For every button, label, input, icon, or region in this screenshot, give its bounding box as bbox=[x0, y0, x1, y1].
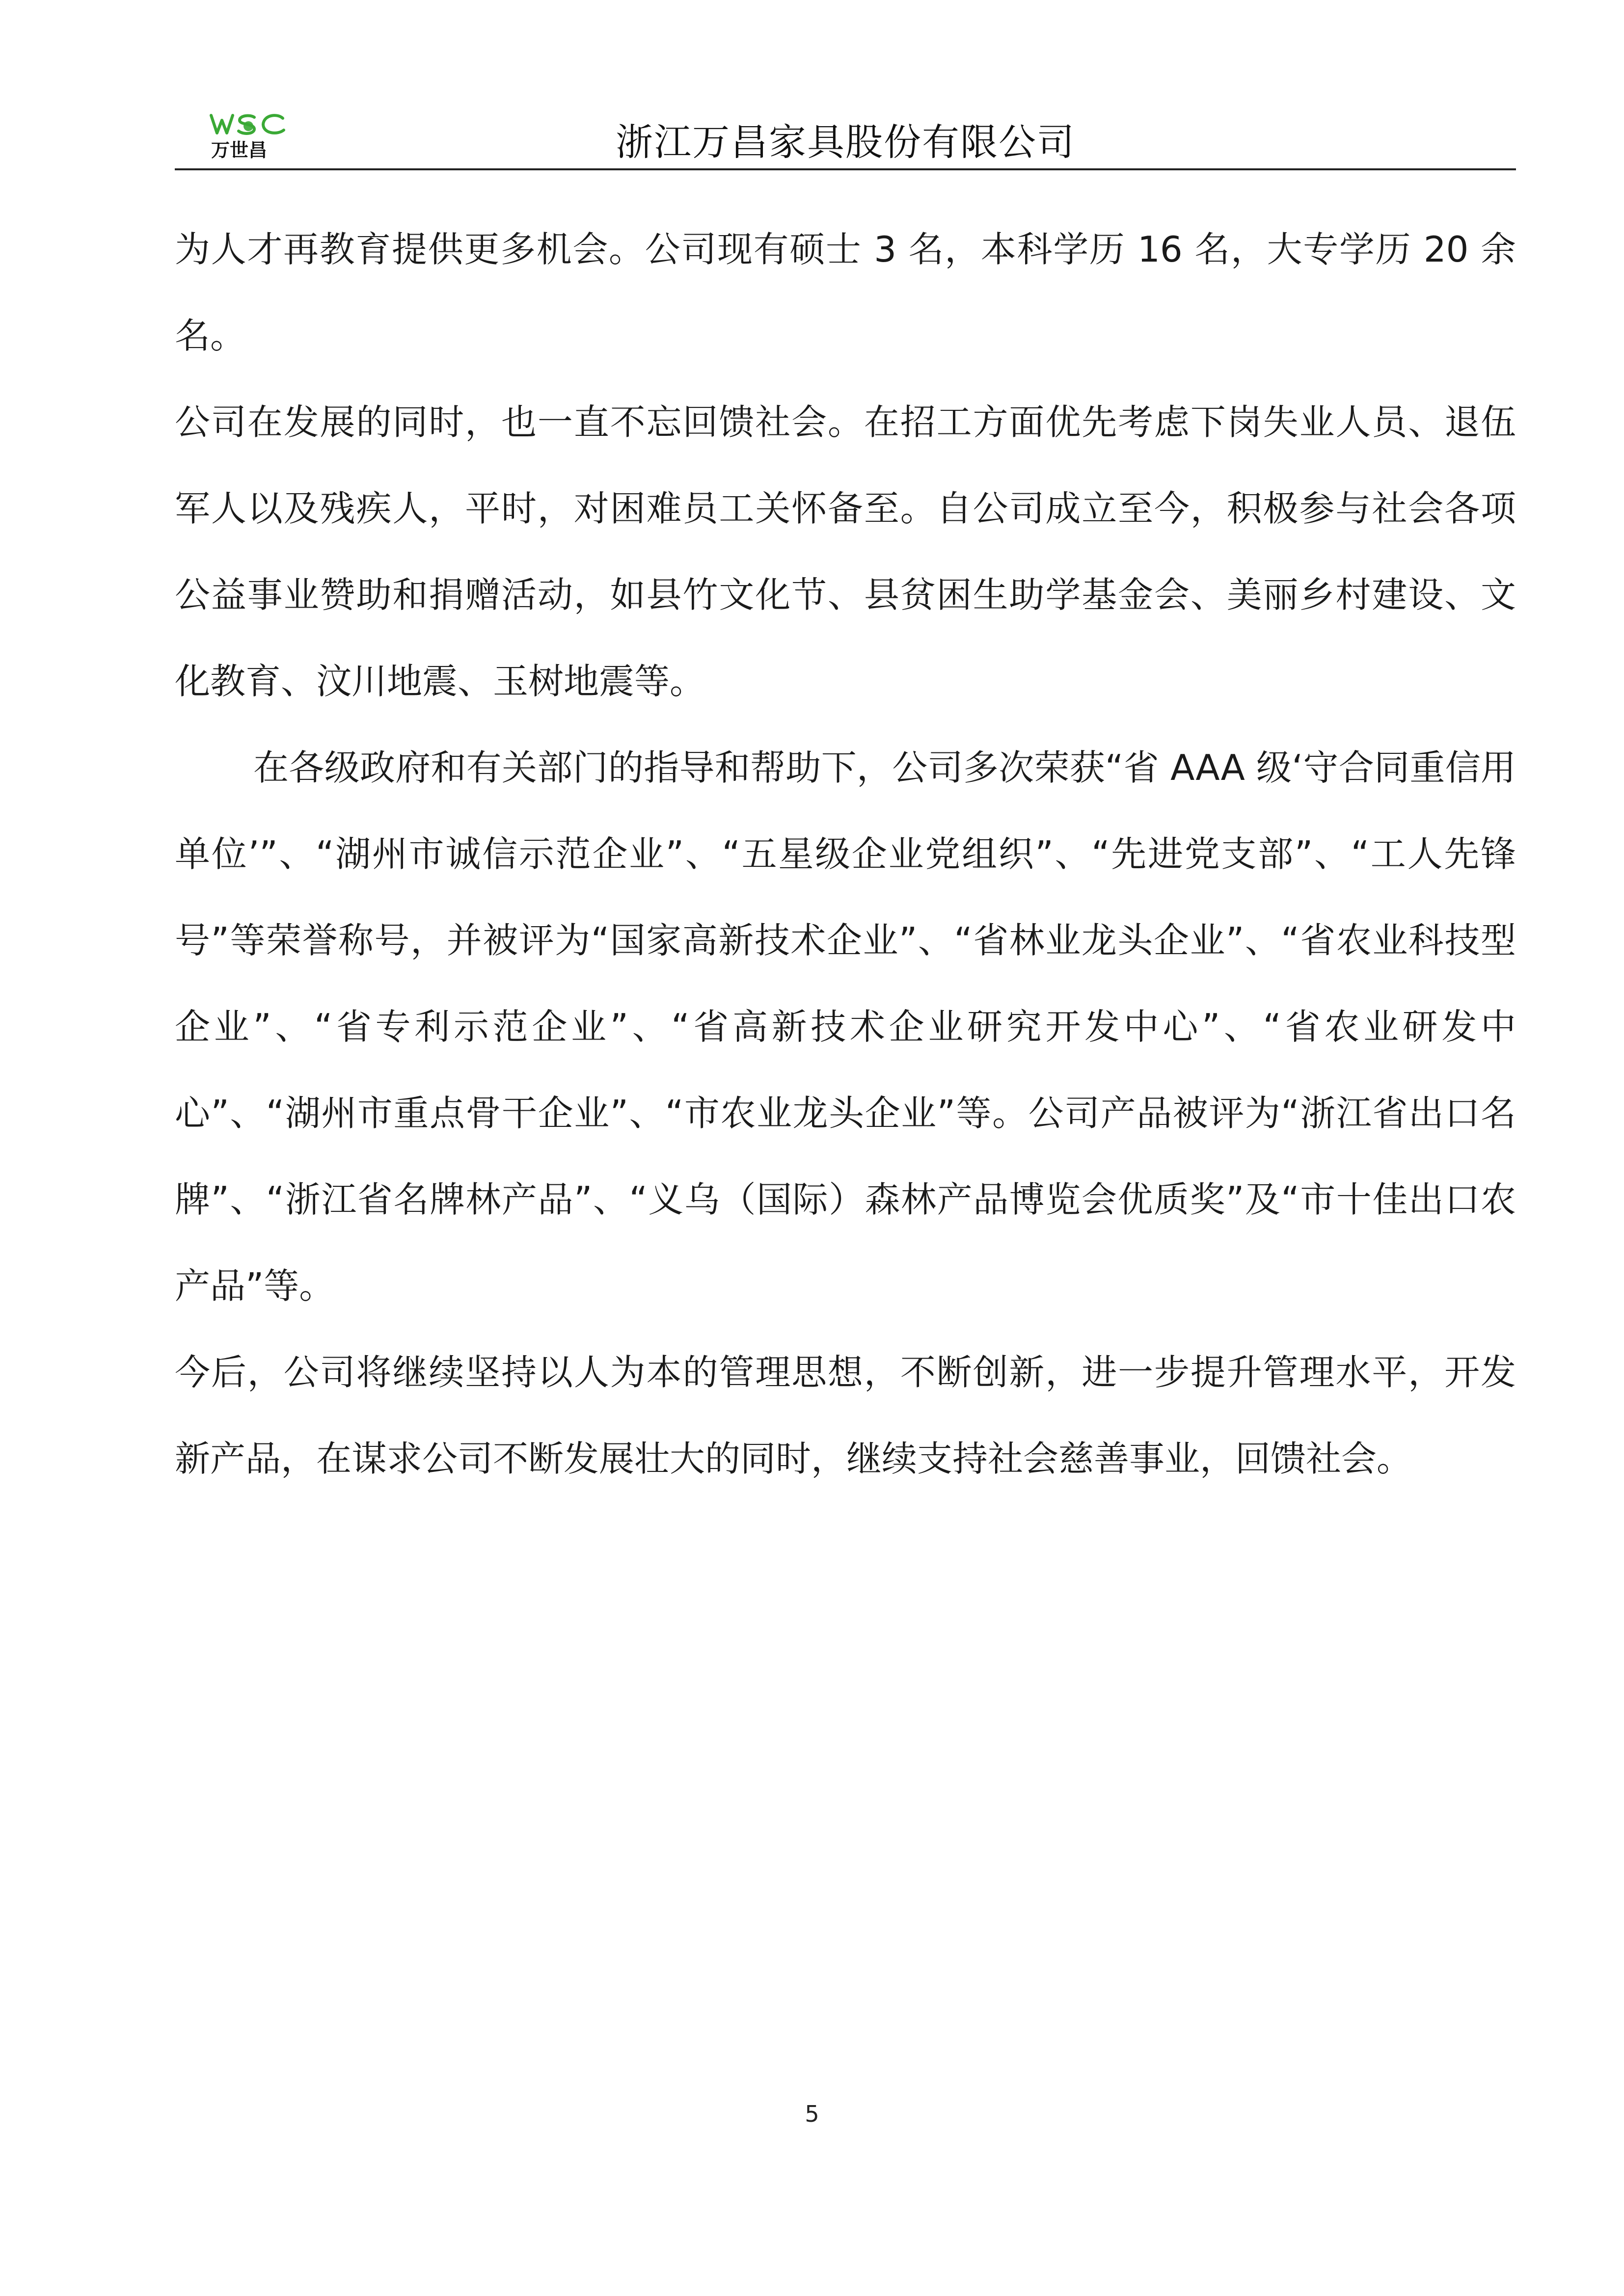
paragraph-2: 公司在发展的同时，也一直不忘回馈社会。在招工方面优先考虑下岗失业人员、退伍军人以及残疾人，平时，对困难员工关怀备至。自公司成立至今，积极参与社会各项公益事业赞助和捐赠活动，如县竹文化节、县贫困生助学基金会、美丽乡村建设、文化教育、汶川地震、玉树地震等。 bbox=[175, 401, 1516, 702]
paragraph-1: 为人才再教育提供更多机会。公司现有硕士 3 名，本科学历 16 名，大专学历 20 余名。 bbox=[175, 229, 1516, 356]
document-body bbox=[175, 206, 1516, 1502]
paragraph-3: 在各级政府和有关部门的指导和帮助下，公司多次荣获“省 AAA 级‘守合同重信用单位’”、“湖州市诚信示范企业”、“五星级企业党组织”、“先进党支部”、“工人先锋号”等荣誉称号，并被评为“国家高新技术企业”、“省林业龙头企业”、“省农业科技型企业”、“省专利示范企业”、“省高新技术企业研究开发中心”、“省农业研发中心”、“湖州市重点骨干企业”、“市农业龙头企业”等。公司产品被评为“浙江省出口名牌”、“浙江省名牌林产品”、“义乌（国际）森林产品博览会优质奖”及“市十佳出口农产品”等。 bbox=[175, 747, 1516, 1307]
header-divider bbox=[175, 168, 1516, 170]
paragraph-4: 今后，公司将继续坚持以人为本的管理思想，不断创新，进一步提升管理水平，开发新产品，在谋求公司不断发展壮大的同时，继续支持社会慈善事业，回馈社会。 bbox=[175, 1352, 1516, 1479]
page-header bbox=[175, 106, 1516, 169]
page-number: 5 bbox=[805, 2101, 819, 2127]
logo-cn-text: 万世昌 bbox=[211, 139, 268, 160]
company-name: 浙江万昌家具股份有限公司 bbox=[616, 120, 1075, 164]
